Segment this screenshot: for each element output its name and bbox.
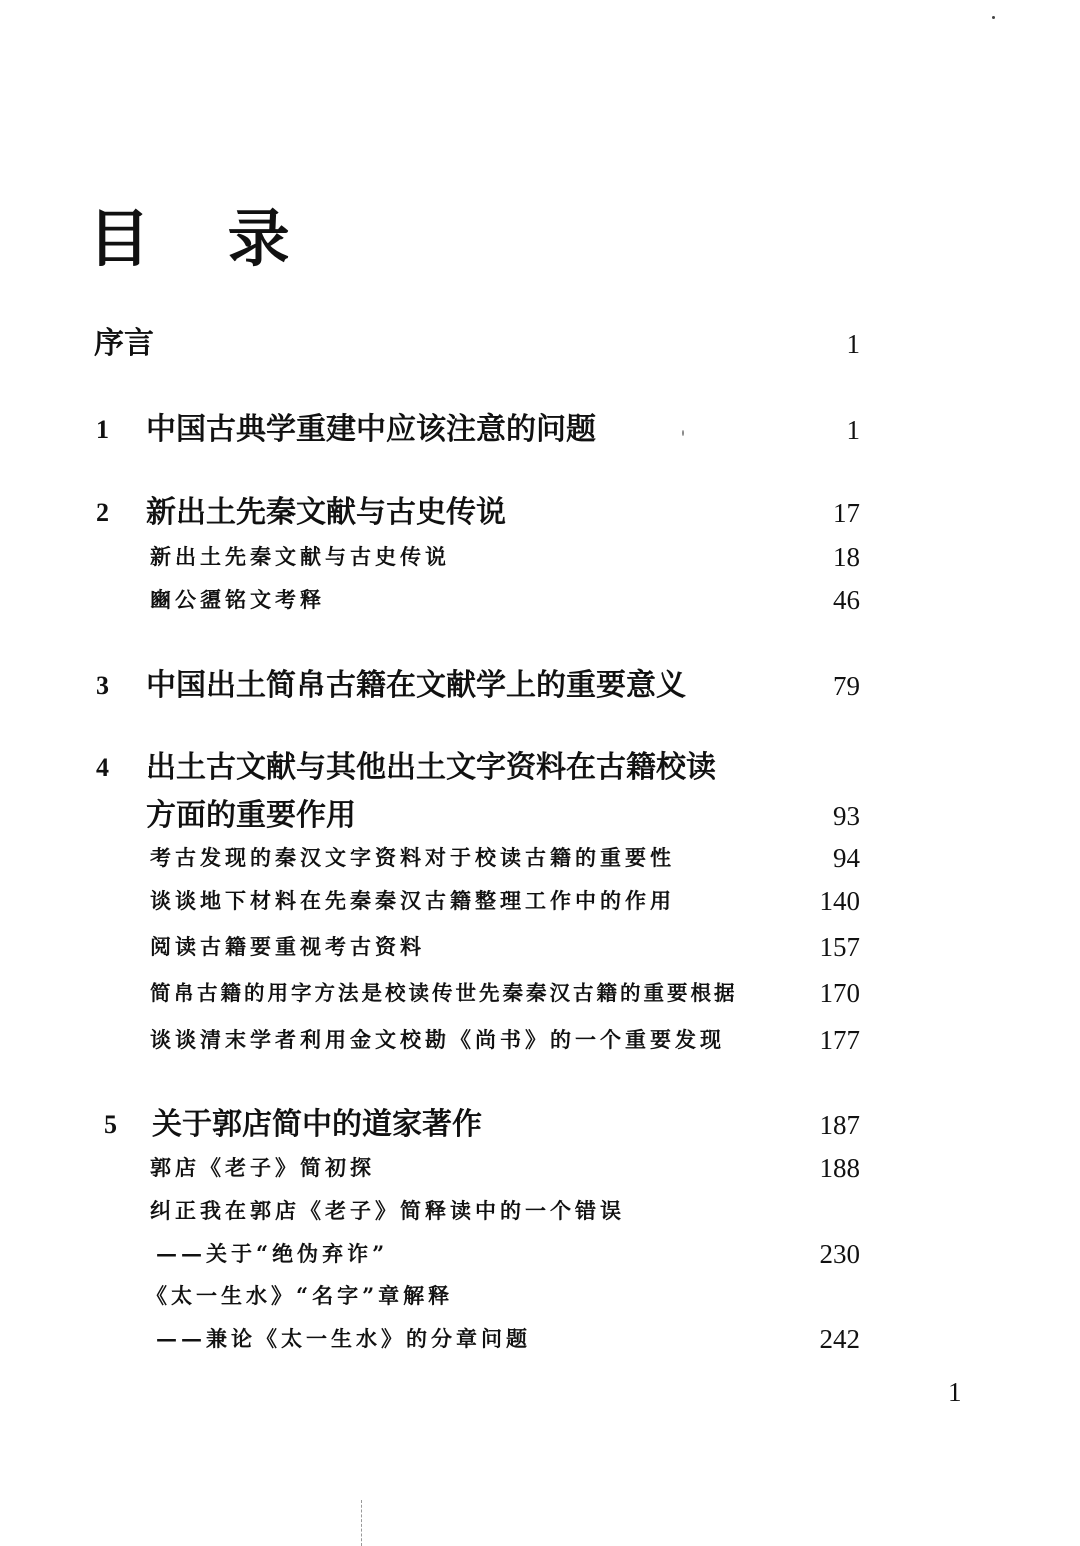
section-page: 242 bbox=[819, 1324, 860, 1354]
toc-entry-preface[interactable] bbox=[0, 322, 1080, 366]
section-page: 18 bbox=[833, 542, 860, 572]
chapter-title: 中国出土简帛古籍在文献学上的重要意义 bbox=[146, 668, 686, 703]
chapter-title-line1: 出土古文献与其他出土文字资料在古籍校读 bbox=[146, 750, 716, 785]
chapter-title: 新出土先秦文献与古史传说 bbox=[146, 495, 506, 530]
page-number: 1 bbox=[948, 1377, 962, 1407]
toc-section[interactable] bbox=[0, 925, 1080, 969]
chapter-page: 187 bbox=[819, 1110, 860, 1140]
section-title: 阅读古籍要重视考古资料 bbox=[150, 934, 425, 959]
chapter-number: 2 bbox=[96, 498, 109, 527]
section-page: 140 bbox=[819, 886, 860, 916]
scan-speck bbox=[992, 16, 995, 19]
section-title-line1: 纠正我在郭店《老子》简释读中的一个错误 bbox=[150, 1198, 625, 1223]
chapter-number: 3 bbox=[96, 671, 109, 700]
chapter-number: 4 bbox=[96, 753, 109, 782]
scan-speck bbox=[682, 430, 684, 436]
toc-section[interactable] bbox=[0, 1189, 1080, 1233]
toc-chapter-1[interactable] bbox=[0, 408, 1080, 452]
toc-section[interactable] bbox=[0, 1146, 1080, 1190]
section-page: 157 bbox=[819, 932, 860, 962]
preface-label: 序言 bbox=[94, 326, 154, 361]
toc-chapter-4[interactable] bbox=[0, 746, 1080, 790]
section-page: 94 bbox=[833, 843, 860, 873]
section-page: 46 bbox=[833, 585, 860, 615]
section-title: 郭店《老子》简初探 bbox=[150, 1155, 375, 1180]
section-page: 170 bbox=[819, 978, 860, 1008]
section-page: 230 bbox=[819, 1239, 860, 1269]
chapter-page: 17 bbox=[833, 498, 860, 528]
section-title: 谈谈地下材料在先秦秦汉古籍整理工作中的作用 bbox=[150, 888, 675, 913]
toc-chapter-4-cont[interactable] bbox=[0, 794, 1080, 838]
section-page: 188 bbox=[819, 1153, 860, 1183]
chapter-title: 关于郭店简中的道家著作 bbox=[152, 1107, 482, 1142]
toc-section-cont[interactable] bbox=[0, 1232, 1080, 1276]
scan-artifact-line bbox=[361, 1500, 363, 1546]
section-title: 谈谈清末学者利用金文校勘《尚书》的一个重要发现 bbox=[150, 1027, 725, 1052]
chapter-title-line2: 方面的重要作用 bbox=[146, 798, 356, 833]
chapter-number: 5 bbox=[104, 1110, 117, 1139]
toc-section[interactable] bbox=[0, 1018, 1080, 1062]
toc-section[interactable] bbox=[0, 535, 1080, 579]
section-page: 177 bbox=[819, 1025, 860, 1055]
preface-page: 1 bbox=[846, 329, 860, 359]
toc-section[interactable] bbox=[0, 879, 1080, 923]
chapter-page: 93 bbox=[833, 801, 860, 831]
chapter-page: 1 bbox=[846, 415, 860, 445]
section-title-line2: ——兼论《太一生水》的分章问题 bbox=[156, 1326, 531, 1351]
toc-chapter-2[interactable] bbox=[0, 491, 1080, 535]
section-title: 豳公盨铭文考释 bbox=[150, 587, 325, 612]
chapter-number: 1 bbox=[96, 415, 109, 444]
section-title: 考古发现的秦汉文字资料对于校读古籍的重要性 bbox=[150, 845, 675, 870]
toc-section-cont[interactable] bbox=[0, 1317, 1080, 1361]
toc-section[interactable] bbox=[0, 578, 1080, 622]
toc-section[interactable] bbox=[0, 971, 1080, 1015]
chapter-title: 中国古典学重建中应该注意的问题 bbox=[146, 412, 596, 447]
toc-chapter-3[interactable] bbox=[0, 664, 1080, 708]
section-title: 新出土先秦文献与古史传说 bbox=[150, 544, 450, 569]
toc-chapter-5[interactable] bbox=[0, 1103, 1080, 1147]
page-title: 目 录 bbox=[88, 202, 318, 275]
section-title: 简帛古籍的用字方法是校读传世先秦秦汉古籍的重要根据 bbox=[150, 981, 738, 1005]
toc-section[interactable] bbox=[0, 836, 1080, 880]
section-title-line1: 《太一生水》“名字”章解释 bbox=[146, 1283, 454, 1308]
toc-section[interactable] bbox=[0, 1274, 1080, 1318]
section-title-line2: ——关于“绝伪弃诈” bbox=[156, 1241, 389, 1266]
chapter-page: 79 bbox=[833, 671, 860, 701]
